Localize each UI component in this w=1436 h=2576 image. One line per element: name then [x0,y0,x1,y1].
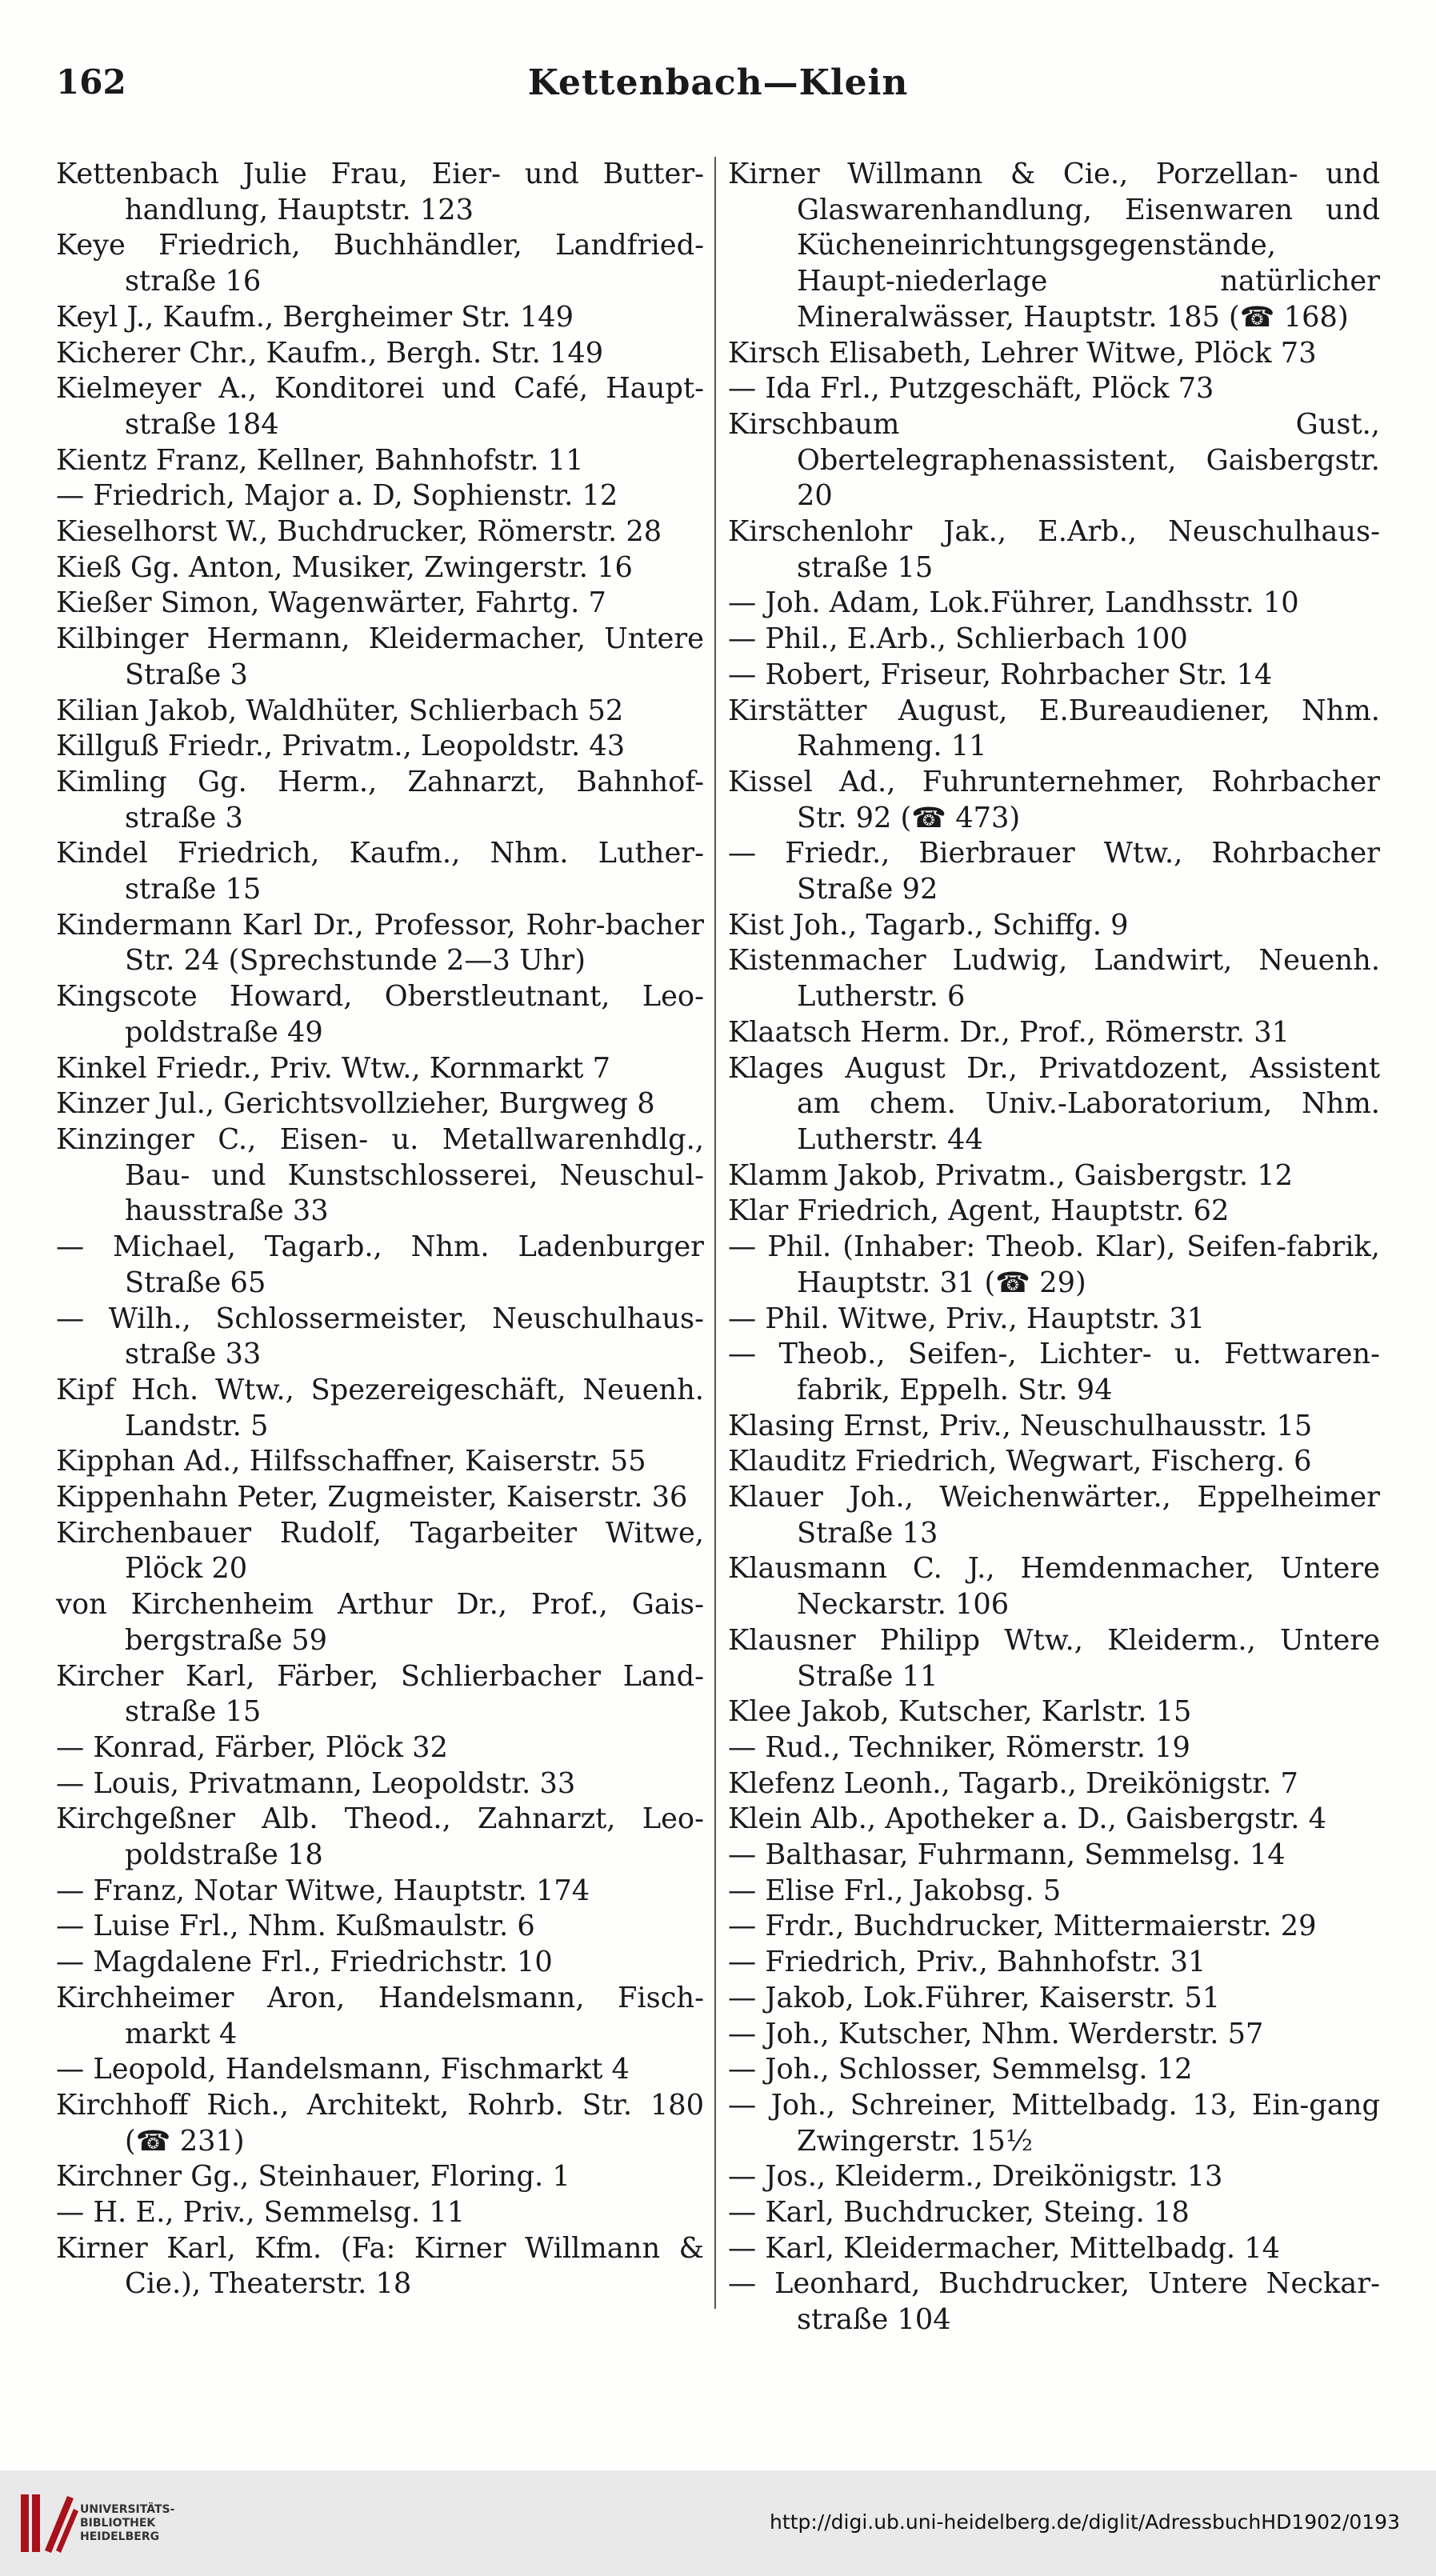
column-divider [714,157,716,2309]
directory-entry: Klamm Jakob, Privatm., Gaisbergstr. 12 [728,1158,1293,1192]
directory-entry: Keye Friedrich, Buchhändler, Landfried-straße 16 [56,229,704,298]
directory-entry: Kipphan Ad., Hilfsschaffner, Kaiserstr. 55 [56,1445,646,1478]
directory-entry: — Karl, Kleidermacher, Mittelbadg. 14 [728,2231,1281,2265]
directory-entry: — Robert, Friseur, Rohrbacher Str. 14 [728,658,1273,691]
directory-entry: Klausmann C. J., Hemdenmacher, Untere Neckarstr. 106 [728,1552,1380,1622]
right-column [728,157,1380,2338]
directory-entry: Kindel Friedrich, Kaufm., Nhm. Luther-straße 15 [56,837,704,906]
directory-entry: — Phil. Witwe, Priv., Hauptstr. 31 [728,1302,1206,1335]
directory-entry: — Jakob, Lok.Führer, Kaiserstr. 51 [728,1981,1221,2014]
directory-entry: Kinzinger C., Eisen- u. Metallwarenhdlg., Bau- und Kunstschlosserei, Neuschul-hausstraße 33 [56,1122,704,1228]
directory-entry: Kettenbach Julie Frau, Eier- und Butter-handlung, Hauptstr. 123 [56,158,704,226]
library-name-line: BIBLIOTHEK [80,2517,156,2530]
directory-entry: Kicherer Chr., Kaufm., Bergh. Str. 149 [56,336,604,370]
directory-entry: — Theob., Seifen-, Lichter- u. Fettwaren-fabrik, Eppelh. Str. 94 [728,1338,1380,1406]
directory-entry: — Konrad, Färber, Plöck 32 [56,1730,448,1764]
directory-entry: Kirstätter August, E.Bureaudiener, Nhm. Rahmeng. 11 [728,694,1380,763]
directory-entry: Kieß Gg. Anton, Musiker, Zwingerstr. 16 [56,550,633,584]
library-name [80,2503,174,2544]
directory-entry: — Elise Frl., Jakobsg. 5 [728,1874,1062,1907]
directory-entry: Kistenmacher Ludwig, Landwirt, Neuenh. Lutherstr. 6 [728,944,1380,1014]
directory-entry: Kircher Karl, Färber, Schlierbacher Land-straße 15 [56,1659,704,1729]
directory-entry: Kirsch Elisabeth, Lehrer Witwe, Plöck 73 [728,336,1317,370]
directory-entry: — Balthasar, Fuhrmann, Semmelsg. 14 [728,1838,1286,1872]
directory-entry: Kielmeyer A., Konditorei und Café, Haupt-straße 184 [56,372,704,441]
directory-entry: — Friedr., Bierbrauer Wtw., Rohrbacher Straße 92 [728,837,1380,906]
library-name-line: HEIDELBERG [80,2530,160,2543]
directory-entry: — Friedrich, Priv., Bahnhofstr. 31 [728,1946,1206,1979]
directory-entry: Klein Alb., Apotheker a. D., Gaisbergstr. 4 [728,1802,1326,1836]
directory-entry: Klee Jakob, Kutscher, Karlstr. 15 [728,1695,1192,1729]
directory-entry: Keyl J., Kaufm., Bergheimer Str. 149 [56,300,574,334]
directory-entry: Klages August Dr., Privatdozent, Assistent am chem. Univ.-Laboratorium, Nhm. Lutherstr. 44 [728,1051,1380,1156]
source-url-link[interactable]: http://digi.ub.uni-heidelberg.de/diglit/AdressbuchHD1902/0193 [770,2510,1400,2534]
directory-entry: Kirschenlohr Jak., E.Arb., Neuschulhaus-straße 15 [728,515,1380,584]
directory-entry: Kinzer Jul., Gerichtsvollzieher, Burgweg 8 [56,1087,655,1121]
directory-entry: — Luise Frl., Nhm. Kußmaulstr. 6 [56,1910,535,1943]
directory-entry: — H. E., Priv., Semmelsg. 11 [56,2196,466,2230]
directory-entry: Kirchner Gg., Steinhauer, Floring. 1 [56,2160,570,2194]
directory-entry: — Ida Frl., Putzgeschäft, Plöck 73 [728,372,1214,406]
directory-entry: Kieselhorst W., Buchdrucker, Römerstr. 28 [56,515,662,549]
directory-entry: Klauer Joh., Weichenwärter., Eppelheimer Straße 13 [728,1481,1380,1550]
directory-entry: — Wilh., Schlossermeister, Neuschulhaus-straße 33 [56,1302,704,1371]
directory-entry: Kissel Ad., Fuhrunternehmer, Rohrbacher Str. 92 (☎ 473) [728,765,1380,834]
directory-entry: — Louis, Privatmann, Leopoldstr. 33 [56,1766,576,1800]
directory-entry: Klar Friedrich, Agent, Hauptstr. 62 [728,1194,1230,1228]
directory-entry: — Michael, Tagarb., Nhm. Ladenburger Straße 65 [56,1230,704,1299]
directory-entry: Kießer Simon, Wagenwärter, Fahrtg. 7 [56,586,606,620]
directory-entry: — Jos., Kleiderm., Dreikönigstr. 13 [728,2160,1223,2194]
directory-entry: Kilian Jakob, Waldhüter, Schlierbach 52 [56,694,624,727]
directory-entry: — Joh., Schreiner, Mittelbadg. 13, Ein-gang Zwingerstr. 15½ [728,2088,1380,2158]
directory-entry: — Phil., E.Arb., Schlierbach 100 [728,622,1188,656]
directory-entry: — Friedrich, Major a. D, Sophienstr. 12 [56,479,618,513]
directory-entry: — Joh., Kutscher, Nhm. Werderstr. 57 [728,2017,1264,2050]
directory-entry: Killguß Friedr., Privatm., Leopoldstr. 43 [56,730,626,763]
page-number: 162 [56,62,126,102]
directory-entry: — Magdalene Frl., Friedrichstr. 10 [56,1946,553,1979]
directory-entry: Kirchgeßner Alb. Theod., Zahnarzt, Leo-poldstraße 18 [56,1802,704,1872]
directory-entry: — Frdr., Buchdrucker, Mittermaierstr. 29 [728,1910,1317,1943]
directory-entry: Klausner Philipp Wtw., Kleiderm., Untere Straße 11 [728,1623,1380,1693]
directory-entry: Kirner Karl, Kfm. (Fa: Kirner Willmann & Cie.), Theaterstr. 18 [56,2231,704,2301]
directory-entry: Klauditz Friedrich, Wegwart, Fischerg. 6 [728,1445,1312,1478]
directory-entry: Kirchheimer Aron, Handelsmann, Fisch-markt 4 [56,1981,704,2050]
directory-entry: — Rud., Techniker, Römerstr. 19 [728,1730,1190,1764]
directory-entry: — Joh., Schlosser, Semmelsg. 12 [728,2053,1193,2086]
directory-entry: Kirner Willmann & Cie., Porzellan- und Glaswarenhandlung, Eisenwaren und Kücheneinrichtungsgegenstände, Haupt-niederlage natürlicher Mineralwässer, Hauptstr. 185 (☎ 168) [728,158,1380,334]
page-header [56,62,1380,118]
directory-entry: Kist Joh., Tagarb., Schiffg. 9 [728,908,1129,942]
directory-entry: Kipf Hch. Wtw., Spezereigeschäft, Neuenh. Landstr. 5 [56,1373,704,1442]
footer-bar [0,2470,1436,2576]
directory-entry: Kientz Franz, Kellner, Bahnhofstr. 11 [56,443,584,477]
directory-entry: — Franz, Notar Witwe, Hauptstr. 174 [56,1874,590,1907]
directory-entry: Kirchhoff Rich., Architekt, Rohrb. Str. 180 (☎ 231) [56,2088,704,2158]
directory-entry: Kimling Gg. Herm., Zahnarzt, Bahnhof-straße 3 [56,765,704,834]
directory-entry: Kilbinger Hermann, Kleidermacher, Untere Straße 3 [56,622,704,691]
directory-entry: Klasing Ernst, Priv., Neuschulhausstr. 15 [728,1409,1313,1442]
directory-entry: — Phil. (Inhaber: Theob. Klar), Seifen-fabrik, Hauptstr. 31 (☎ 29) [728,1230,1380,1299]
directory-entry: — Joh. Adam, Lok.Führer, Landhsstr. 10 [728,586,1299,620]
directory-entry: — Leonhard, Buchdrucker, Untere Neckar-straße 104 [728,2267,1380,2337]
ub-heidelberg-logo-icon [18,2488,82,2558]
directory-entry: Kindermann Karl Dr., Professor, Rohr-bacher Str. 24 (Sprechstunde 2—3 Uhr) [56,908,704,978]
left-column [56,157,704,2302]
directory-entry: Kirchenbauer Rudolf, Tagarbeiter Witwe, Plöck 20 [56,1516,704,1586]
directory-entry: Kirschbaum Gust., Obertelegraphenassistent, Gaisbergstr. 20 [728,407,1380,513]
directory-entry: — Leopold, Handelsmann, Fischmarkt 4 [56,2053,630,2086]
directory-entry: Klaatsch Herm. Dr., Prof., Römerstr. 31 [728,1015,1290,1049]
directory-entry: Klefenz Leonh., Tagarb., Dreikönigstr. 7 [728,1766,1298,1800]
running-head: Kettenbach—Klein [527,62,909,103]
directory-entry: Kingscote Howard, Oberstleutnant, Leo-poldstraße 49 [56,980,704,1049]
directory-entry: Kippenhahn Peter, Zugmeister, Kaiserstr. 36 [56,1481,688,1514]
directory-entry: von Kirchenheim Arthur Dr., Prof., Gais-bergstraße 59 [56,1588,704,1657]
directory-entry: Kinkel Friedr., Priv. Wtw., Kornmarkt 7 [56,1051,610,1085]
directory-entry: — Karl, Buchdrucker, Steing. 18 [728,2196,1190,2230]
library-name-line: UNIVERSITÄTS- [80,2503,175,2516]
